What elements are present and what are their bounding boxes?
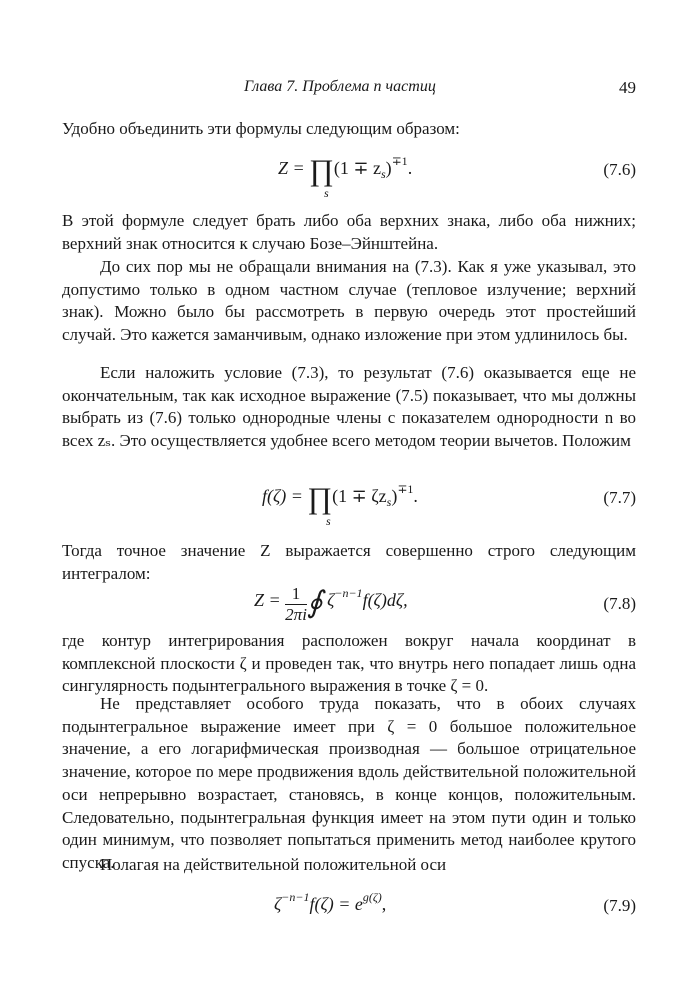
equation-7-9 <box>62 888 636 928</box>
product-symbol: ∏ <box>309 154 334 187</box>
product-index: s <box>326 514 331 528</box>
page-header <box>62 78 636 102</box>
equation-number: (7.8) <box>603 594 636 613</box>
paragraph-2: В этой формуле следует брать либо оба верхних знака, либо оба нижних; верхний знак относится к случаю Бозе–Эйнштейна. <box>62 211 636 253</box>
formula-7-6: Z = ∏(1 ∓ $z_s)^{\mp 1}$. <box>278 154 413 187</box>
contour-integral-symbol: ∮ <box>306 586 323 619</box>
paragraph-3: До сих пор мы не обращали внимания на (7.3). Как я уже указывал, это допустимо только в одном частном случае (тепловое излучение; верхний знак). Можно было бы рассмотреть в первую очередь этот простейший случай. Это кажется заманчивым, однако изложение при этом удлинилось бы. <box>62 257 636 345</box>
product-symbol: ∏ <box>307 482 333 515</box>
equation-number: (7.6) <box>603 160 636 179</box>
formula-7-7: f(ζ) = ∏(1 ∓ $\zeta z_s)^{\mp 1}$. <box>262 482 418 515</box>
fraction: $\frac{1}{2\pi i}$ <box>285 584 307 624</box>
paragraph-6: где контур интегрирования расположен вокруг начала координат в комплексной плоскости ζ и проведен так, что внутрь него попадает лишь одна сингулярность подынтегрального выражения в точке ζ = 0. <box>62 631 636 696</box>
page-number: 49 <box>619 78 636 97</box>
paragraph-4: Если наложить условие (7.3), то результат (7.6) оказывается еще не окончательным, так как исходное выражение (7.5) показывает, что мы должны выбрать из (7.6) только однородные члены с показателем однородности n во всех zₛ. Это осуществляется удобнее всего методом теории вычетов. Положим <box>62 363 636 451</box>
equation-7-6 <box>62 152 636 200</box>
paragraph-8: Полагая на действительной положительной оси <box>100 855 447 874</box>
equation-number: (7.9) <box>603 896 636 915</box>
product-index: s <box>324 186 329 200</box>
equation-7-7 <box>62 480 636 528</box>
running-title: Глава 7. Проблема n частиц <box>244 78 436 95</box>
paragraph-1: Удобно объединить эти формулы следующим образом: <box>62 119 460 138</box>
formula-7-8: Z = $\frac{1}{2\pi i}$ ∮ $\zeta^{-n-1}f(\zeta)d\zeta$, <box>254 584 408 624</box>
paragraph-7: Не представляет особого труда показать, что в обоих случаях подынтегральное выражение имеет при ζ = 0 большое положительное значение, а его логарифмическая производная — большое отрицательное значение, которое по мере продвижения вдоль действительной положительной оси непрерывно возрастает, становясь, в конце концов, положительным. Следовательно, подынтегральная функция имеет на этом пути один и только один минимум, что позволяет попытаться применить метод наиболее крутого спуска. <box>62 694 636 872</box>
paragraph-5: Тогда точное значение Z выражается совершенно строго следующим интегралом: <box>62 541 636 583</box>
equation-7-8 <box>62 584 636 626</box>
equation-number: (7.7) <box>603 488 636 507</box>
formula-7-9: $\zeta^{-n-1}f(\zeta) = e^{g(\zeta)}$, <box>274 890 387 914</box>
